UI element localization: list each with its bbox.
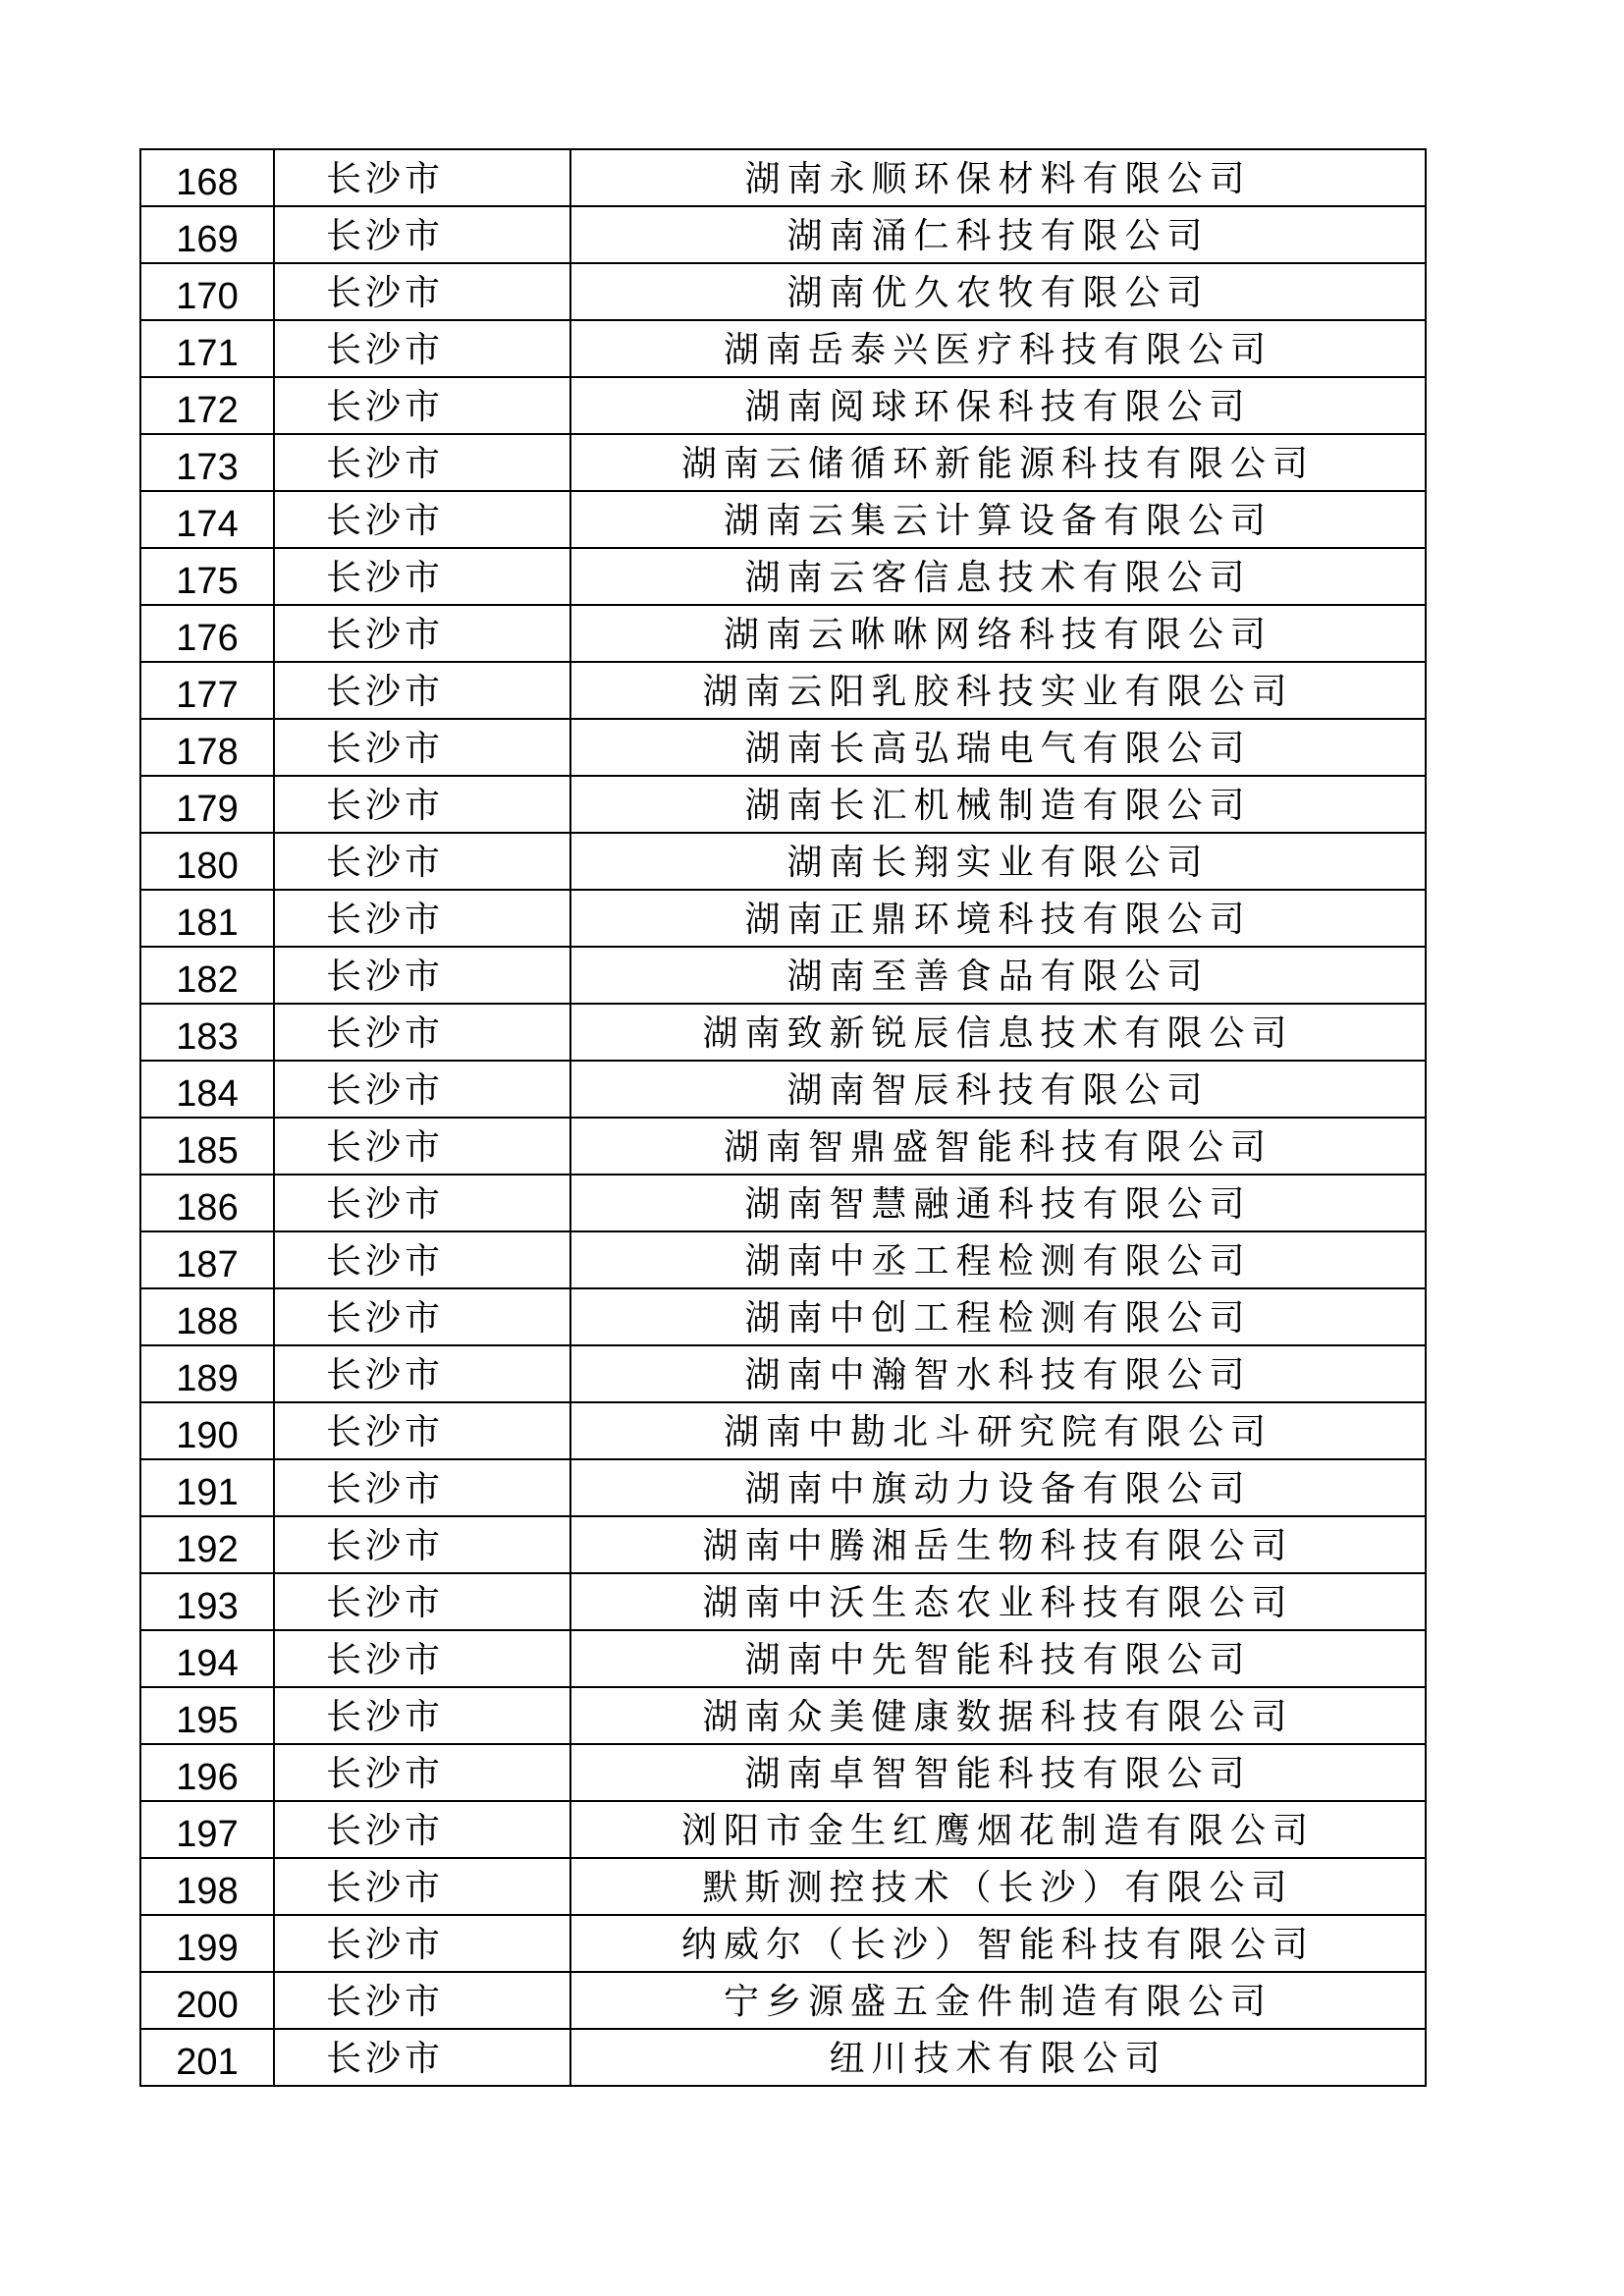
row-number-cell: 185 — [140, 1118, 274, 1175]
row-number-cell: 184 — [140, 1061, 274, 1118]
table-row — [140, 206, 1426, 263]
table-row — [140, 1687, 1426, 1744]
row-number-cell: 189 — [140, 1345, 274, 1402]
row-number-cell: 188 — [140, 1288, 274, 1345]
row-number-cell: 168 — [140, 149, 274, 206]
city-cell: 长沙市 — [274, 1858, 570, 1915]
row-number-cell: 176 — [140, 605, 274, 662]
company-name-cell: 湖南正鼎环境科技有限公司 — [570, 890, 1426, 947]
company-name-cell: 湖南长高弘瑞电气有限公司 — [570, 719, 1426, 776]
company-name-cell: 湖南致新锐辰信息技术有限公司 — [570, 1004, 1426, 1061]
table-row — [140, 719, 1426, 776]
city-cell: 长沙市 — [274, 947, 570, 1004]
row-number-cell: 177 — [140, 662, 274, 719]
city-cell: 长沙市 — [274, 434, 570, 491]
company-name-cell: 湖南卓智智能科技有限公司 — [570, 1744, 1426, 1801]
company-list-table — [139, 148, 1427, 2087]
company-name-cell: 湖南中勘北斗研究院有限公司 — [570, 1402, 1426, 1459]
city-cell: 长沙市 — [274, 548, 570, 605]
city-cell: 长沙市 — [274, 1459, 570, 1516]
company-name-cell: 湖南涌仁科技有限公司 — [570, 206, 1426, 263]
company-name-cell: 湖南中旗动力设备有限公司 — [570, 1459, 1426, 1516]
company-name-cell: 湖南云咻咻网络科技有限公司 — [570, 605, 1426, 662]
table-row — [140, 491, 1426, 548]
row-number-cell: 197 — [140, 1801, 274, 1858]
table-row — [140, 1061, 1426, 1118]
table-row — [140, 1175, 1426, 1231]
table-row — [140, 1516, 1426, 1573]
row-number-cell: 172 — [140, 377, 274, 434]
table-row — [140, 320, 1426, 377]
city-cell: 长沙市 — [274, 605, 570, 662]
row-number-cell: 198 — [140, 1858, 274, 1915]
table-row — [140, 1118, 1426, 1175]
city-cell: 长沙市 — [274, 206, 570, 263]
company-name-cell: 湖南长汇机械制造有限公司 — [570, 776, 1426, 833]
row-number-cell: 200 — [140, 1972, 274, 2029]
row-number-cell: 178 — [140, 719, 274, 776]
row-number-cell: 192 — [140, 1516, 274, 1573]
company-name-cell: 湖南中腾湘岳生物科技有限公司 — [570, 1516, 1426, 1573]
city-cell: 长沙市 — [274, 1061, 570, 1118]
city-cell: 长沙市 — [274, 2029, 570, 2086]
row-number-cell: 182 — [140, 947, 274, 1004]
company-name-cell: 湖南中瀚智水科技有限公司 — [570, 1345, 1426, 1402]
city-cell: 长沙市 — [274, 719, 570, 776]
table-row — [140, 1801, 1426, 1858]
company-name-cell: 湖南长翔实业有限公司 — [570, 833, 1426, 890]
company-list-table-wrapper — [139, 148, 1427, 2087]
city-cell: 长沙市 — [274, 1630, 570, 1687]
table-row — [140, 1744, 1426, 1801]
company-name-cell: 湖南众美健康数据科技有限公司 — [570, 1687, 1426, 1744]
row-number-cell: 183 — [140, 1004, 274, 1061]
city-cell: 长沙市 — [274, 1516, 570, 1573]
city-cell: 长沙市 — [274, 1175, 570, 1231]
row-number-cell: 190 — [140, 1402, 274, 1459]
table-row — [140, 833, 1426, 890]
table-row — [140, 1004, 1426, 1061]
company-name-cell: 纳威尔（长沙）智能科技有限公司 — [570, 1915, 1426, 1972]
table-row — [140, 605, 1426, 662]
city-cell: 长沙市 — [274, 662, 570, 719]
city-cell: 长沙市 — [274, 320, 570, 377]
city-cell: 长沙市 — [274, 776, 570, 833]
table-row — [140, 1345, 1426, 1402]
row-number-cell: 196 — [140, 1744, 274, 1801]
company-name-cell: 湖南中先智能科技有限公司 — [570, 1630, 1426, 1687]
company-name-cell: 湖南智慧融通科技有限公司 — [570, 1175, 1426, 1231]
row-number-cell: 170 — [140, 263, 274, 320]
city-cell: 长沙市 — [274, 1004, 570, 1061]
city-cell: 长沙市 — [274, 1345, 570, 1402]
table-row — [140, 1402, 1426, 1459]
city-cell: 长沙市 — [274, 1231, 570, 1288]
company-name-cell: 湖南岳泰兴医疗科技有限公司 — [570, 320, 1426, 377]
company-name-cell: 浏阳市金生红鹰烟花制造有限公司 — [570, 1801, 1426, 1858]
company-name-cell: 默斯测控技术（长沙）有限公司 — [570, 1858, 1426, 1915]
table-row — [140, 947, 1426, 1004]
row-number-cell: 195 — [140, 1687, 274, 1744]
row-number-cell: 180 — [140, 833, 274, 890]
table-row — [140, 1858, 1426, 1915]
company-name-cell: 湖南优久农牧有限公司 — [570, 263, 1426, 320]
row-number-cell: 171 — [140, 320, 274, 377]
row-number-cell: 191 — [140, 1459, 274, 1516]
city-cell: 长沙市 — [274, 1744, 570, 1801]
table-row — [140, 263, 1426, 320]
row-number-cell: 199 — [140, 1915, 274, 1972]
row-number-cell: 186 — [140, 1175, 274, 1231]
row-number-cell: 175 — [140, 548, 274, 605]
table-row — [140, 149, 1426, 206]
company-name-cell: 湖南智鼎盛智能科技有限公司 — [570, 1118, 1426, 1175]
table-row — [140, 1915, 1426, 1972]
city-cell: 长沙市 — [274, 1402, 570, 1459]
table-row — [140, 1288, 1426, 1345]
row-number-cell: 187 — [140, 1231, 274, 1288]
table-row — [140, 1573, 1426, 1630]
table-row — [140, 377, 1426, 434]
table-row — [140, 548, 1426, 605]
city-cell: 长沙市 — [274, 1288, 570, 1345]
company-name-cell: 湖南阅球环保科技有限公司 — [570, 377, 1426, 434]
company-name-cell: 湖南永顺环保材料有限公司 — [570, 149, 1426, 206]
row-number-cell: 194 — [140, 1630, 274, 1687]
city-cell: 长沙市 — [274, 1573, 570, 1630]
company-name-cell: 宁乡源盛五金件制造有限公司 — [570, 1972, 1426, 2029]
company-name-cell: 湖南中创工程检测有限公司 — [570, 1288, 1426, 1345]
row-number-cell: 201 — [140, 2029, 274, 2086]
table-row — [140, 1459, 1426, 1516]
company-name-cell: 纽川技术有限公司 — [570, 2029, 1426, 2086]
city-cell: 长沙市 — [274, 890, 570, 947]
row-number-cell: 193 — [140, 1573, 274, 1630]
company-name-cell: 湖南中丞工程检测有限公司 — [570, 1231, 1426, 1288]
company-name-cell: 湖南智辰科技有限公司 — [570, 1061, 1426, 1118]
city-cell: 长沙市 — [274, 1801, 570, 1858]
table-row — [140, 1972, 1426, 2029]
table-row — [140, 434, 1426, 491]
city-cell: 长沙市 — [274, 1118, 570, 1175]
table-row — [140, 890, 1426, 947]
company-name-cell: 湖南云储循环新能源科技有限公司 — [570, 434, 1426, 491]
row-number-cell: 173 — [140, 434, 274, 491]
company-name-cell: 湖南云阳乳胶科技实业有限公司 — [570, 662, 1426, 719]
city-cell: 长沙市 — [274, 377, 570, 434]
table-row — [140, 2029, 1426, 2086]
row-number-cell: 181 — [140, 890, 274, 947]
company-name-cell: 湖南至善食品有限公司 — [570, 947, 1426, 1004]
city-cell: 长沙市 — [274, 491, 570, 548]
city-cell: 长沙市 — [274, 1915, 570, 1972]
table-row — [140, 662, 1426, 719]
city-cell: 长沙市 — [274, 1972, 570, 2029]
company-name-cell: 湖南云客信息技术有限公司 — [570, 548, 1426, 605]
city-cell: 长沙市 — [274, 149, 570, 206]
city-cell: 长沙市 — [274, 1687, 570, 1744]
city-cell: 长沙市 — [274, 833, 570, 890]
row-number-cell: 179 — [140, 776, 274, 833]
table-row — [140, 1630, 1426, 1687]
table-row — [140, 1231, 1426, 1288]
row-number-cell: 169 — [140, 206, 274, 263]
company-name-cell: 湖南中沃生态农业科技有限公司 — [570, 1573, 1426, 1630]
city-cell: 长沙市 — [274, 263, 570, 320]
company-name-cell: 湖南云集云计算设备有限公司 — [570, 491, 1426, 548]
table-row — [140, 776, 1426, 833]
table-body — [140, 149, 1426, 2086]
row-number-cell: 174 — [140, 491, 274, 548]
